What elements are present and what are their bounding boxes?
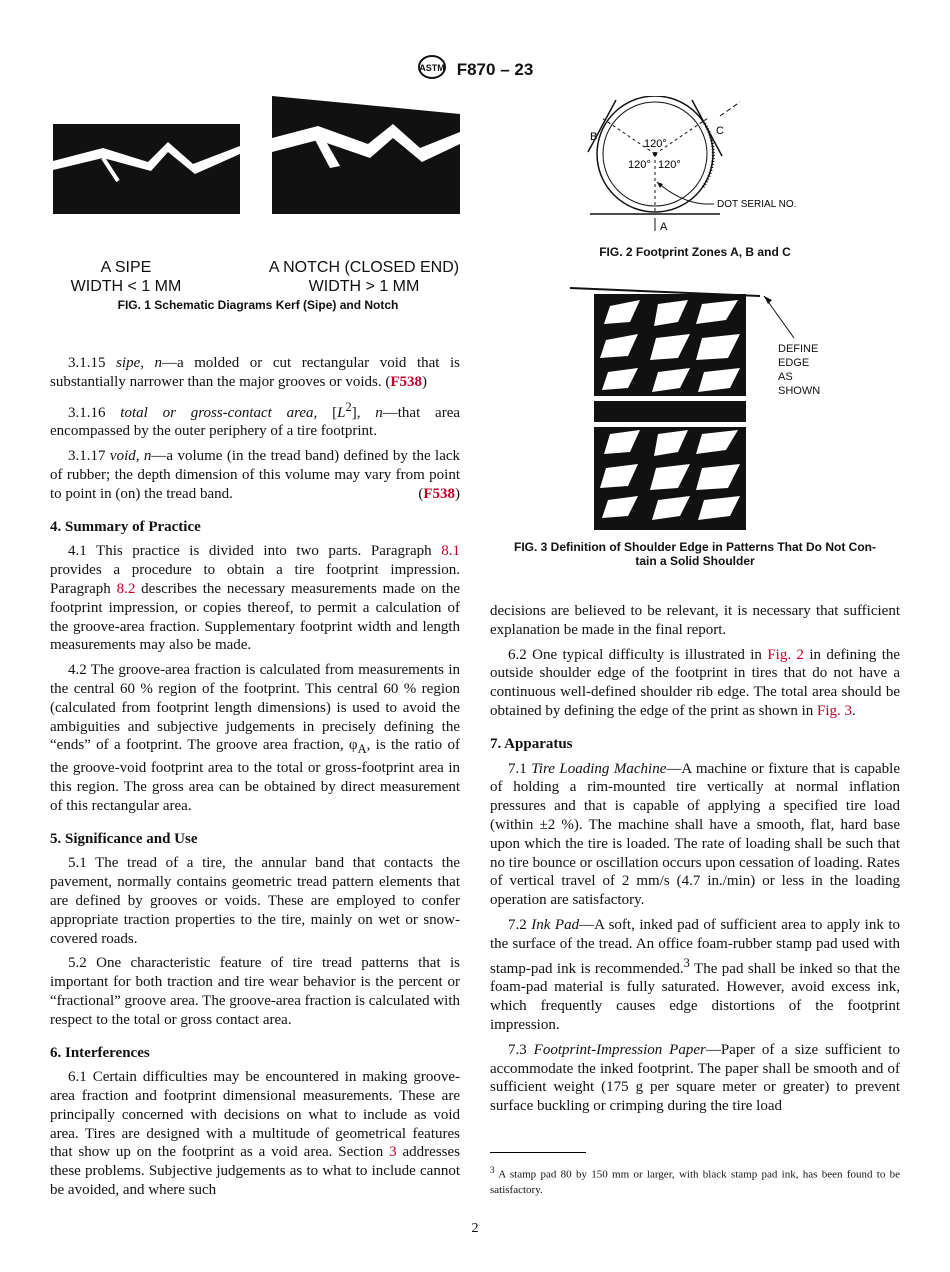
fig2-deg-top: 120° <box>644 138 667 150</box>
para-6-2: 6.2 One typical difficulty is illustrated in Fig. 2 in defining the outside shoulder edge of the footprint in tires that do not have a continuous well-defined shoulder rib edge. The total area should be obtained by defining the edge of the print as shown in Fig. 3. <box>490 646 901 719</box>
fig3-note-line4: SHOWN <box>778 385 821 397</box>
fig1-label-notch-line1: A NOTCH (CLOSED END) <box>268 259 460 276</box>
fig3-drawing <box>570 284 820 539</box>
section-7-heading: 7. Apparatus <box>490 735 573 752</box>
para-7-1: 7.1 Tire Loading Machine—A machine or fixture that is capable of holding a rim-mounted tire vertically at normal inflation pressures and that is capable of applying a specified tire load (within ±2 %). The machine shall have a smooth, flat, hard base upon which the tire is loaded. The rate of loading shall be such that no tire bounce or oscillation occurs upon cessation of loading. Rates of vertical travel of 2 mm/s (4.7 in./min) or less in the loading operation are satisfactory. <box>490 760 901 909</box>
fig3-caption <box>490 540 900 568</box>
page-number: 2 <box>471 1221 479 1236</box>
fig2-deg-right: 120° <box>658 159 681 171</box>
fig3-caption-line2: tain a Solid Shoulder <box>635 554 755 568</box>
fig1-label-sipe-line1: A SIPE <box>100 259 152 276</box>
document-code: F870 – 23 <box>456 59 534 79</box>
section-4-heading: 4. Summary of Practice <box>50 518 201 535</box>
ref-f538-link[interactable]: F538 <box>423 485 455 502</box>
para-6-1-continued: decisions are believed to be relevant, it is necessary that sufficient explanation be made in the final report. <box>490 603 900 638</box>
para-3-1-17: 3.1.17 void, n—a volume (in the tread band) defined by the lack of rubber; the depth dimension of this volume may vary from point to point in (on) the tread band. (F538) <box>50 448 461 502</box>
ref-fig2-link[interactable]: Fig. 2 <box>767 646 804 663</box>
fig2-label-b: B <box>590 131 598 143</box>
para-4-1: 4.1 This practice is divided into two parts. Paragraph 8.1 provides a procedure to obtain a tire footprint impression. Paragraph 8.2 describes the necessary measurements made on the footprint impression, or copies thereof, to permit a calculation of the groove-area fraction. Supplementary footprint width and length measurements may also be made. <box>50 543 461 654</box>
fig1-caption: FIG. 1 Schematic Diagrams Kerf (Sipe) and Notch <box>117 298 399 312</box>
fig3-note-line2: EDGE <box>778 357 810 369</box>
footnote-3: $^3$ A stamp pad 80 by 150 mm or larger, with black stamp pad ink, has been found to be satisfactory. <box>490 1165 900 1196</box>
fig2-label-c: C <box>716 125 724 137</box>
fig1-label-sipe <box>56 258 196 296</box>
footnote-separator <box>490 1152 586 1153</box>
fig3-caption-line1: FIG. 3 Definition of Shoulder Edge in Patterns That Do Not Con- <box>514 540 876 554</box>
fig1-drawing <box>48 96 468 221</box>
ref-section-3-link[interactable]: 3 <box>389 1144 397 1161</box>
para-3-1-16: 3.1.16 total or gross-contact area, $[L^2]$, n—that area encompassed by the outer periphery of a tire footprint. <box>50 399 461 440</box>
section-6-heading: 6. Interferences <box>50 1044 150 1061</box>
right-column <box>490 602 900 1122</box>
fig1-label-notch-line2: WIDTH > 1 MM <box>308 278 420 295</box>
ref-8-1-link[interactable]: 8.1 <box>441 543 461 560</box>
fig1-label-sipe-line2: WIDTH < 1 MM <box>70 278 182 295</box>
ref-f538-link[interactable]: F538 <box>390 373 423 390</box>
fig2-drawing <box>580 96 820 246</box>
left-column <box>50 354 460 1206</box>
fig1-label-notch <box>254 258 474 296</box>
section-5-heading: 5. Significance and Use <box>50 830 198 847</box>
fig3-note <box>778 342 820 398</box>
para-7-2: 7.2 Ink Pad—A soft, inked pad of sufficient area to apply ink to the surface of the tread. An office foam-rubber stamp pad used with stamp-pad ink is recommended.$^3$ The pad shall be inked so that the foam-pad material is fully saturated. However, avoid excess ink, which frequently causes edge distortions of the footprint impression. <box>490 916 901 1033</box>
para-5-2: 5.2 One characteristic feature of tire tread patterns that is important for both traction and tire wear behavior is the percent or “fractional” groove area. The groove-area fraction is calculated with respect to the total or gross contact area. <box>50 955 460 1028</box>
para-3-1-15: 3.1.15 sipe, n—a molded or cut rectangular void that is substantially narrower than the major grooves or voids. (F538) <box>50 355 460 390</box>
fig2-label-dot: DOT SERIAL NO. <box>717 199 797 210</box>
fig3-note-line1: DEFINE <box>778 343 819 355</box>
astm-logo-text: ASTM <box>418 63 445 73</box>
ref-8-2-link[interactable]: 8.2 <box>116 580 136 597</box>
astm-logo-icon <box>417 54 447 85</box>
fig2-label-a: A <box>660 221 668 233</box>
para-7-3: 7.3 Footprint-Impression Paper—Paper of a size sufficient to accommodate the inked footprint. The paper shall be smooth and of sufficient weight (175 g per square meter or greater) to prevent surface buckling or crimping during the tire load <box>490 1041 901 1115</box>
para-4-2: 4.2 The groove-area fraction is calculated from measurements in the central 60 % region of the footprint. This central 60 % region (calculated from footprint length dimensions) is used to avoid the ambiguities and subjective judgements in precisely defining the “ends” of a footprint. The groove area fraction, $\varphi_A$, is the ratio of the groove-void footprint area to the total or gross-footprint area in this region. The gross area can be obtained by direct measurement of this rectangular area. <box>50 662 460 814</box>
page-header <box>0 54 950 85</box>
para-5-1: 5.1 The tread of a tire, the annular band that contacts the pavement, normally contains geometric tread pattern elements that are defined by grooves or voids. These are employed to confer appropriate traction properties to the tire, mainly on wet or snow-covered roads. <box>50 855 460 947</box>
para-6-1: 6.1 Certain difficulties may be encountered in making groove-area fraction and footprint dimensional measurements. These are principally concerned with decisions on what to include as void area. Tires are designed with a multitude of geometrical features that show up on the footprint as a void area. Section 3 addresses these problems. Subjective judgements as to what to include cannot be avoided, and where such <box>50 1069 460 1199</box>
ref-fig3-link[interactable]: Fig. 3 <box>817 702 853 719</box>
fig2-deg-left: 120° <box>628 159 651 171</box>
fig2-caption: FIG. 2 Footprint Zones A, B and C <box>599 245 791 259</box>
fig3-note-line3: AS <box>778 371 793 383</box>
